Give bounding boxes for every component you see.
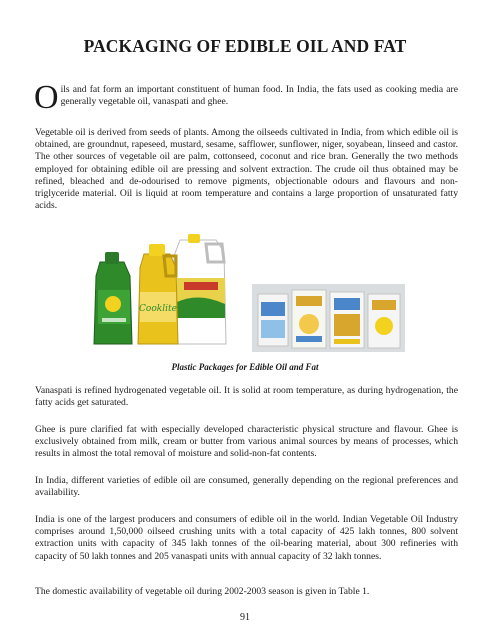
figure: [0, 232, 490, 352]
intro-paragraph: [34, 79, 458, 116]
paragraph-varieties: In India, different varieties of edible oil are consumed, generally depending on the regional preferences and availability.: [35, 475, 458, 499]
page-number: 91: [240, 612, 250, 623]
intro-text: ils and fat form an important constituent of human food. In India, the fats used as cooking media are generally vegetable oil, vanaspati and ghee.: [60, 84, 458, 108]
figure-caption: Plastic Packages for Edible Oil and Fat: [171, 362, 319, 372]
jerry-can-back: [174, 234, 226, 344]
page-title: PACKAGING OF EDIBLE OIL AND FAT: [83, 36, 407, 56]
paragraph-availability: The domestic availability of vegetable oil during 2002-2003 season is given in Table 1.: [35, 586, 370, 597]
pouch-1: [258, 294, 288, 346]
paragraph-industry: India is one of the largest producers and consumers of edible oil in the world. Indian Vegetable Oil Industry comprises around 1,50,000 oilseed crushing units with a total capacity of 425 lakh tonnes, 800 solvent extraction units with capacity of 345 lakh tonnes of the oil-bearing material, about 300 refineries with capacity of 50 lakh tonnes and 205 vanaspati units with annual capacity of 32 lakh tonnes.: [35, 514, 458, 562]
pouches-illustration: [252, 284, 405, 352]
pouch-2: [292, 290, 326, 348]
pouch-3: [330, 292, 364, 348]
fat-pouches-image: [252, 284, 405, 352]
drop-cap: O: [34, 79, 59, 116]
oil-bottle-front: [94, 252, 132, 344]
oil-bottles-illustration: [84, 232, 236, 350]
paragraph-vegetable-oil: Vegetable oil is derived from seeds of plants. Among the oilseeds cultivated in India, from which edible oil is obtained, are groundnut, rapeseed, mustard, sesame, safflower, sunflower, niger, soyabean, linseed and castor. The other sources of vegetable oil are palm, cottonseed, coconut and rice bran. Generally the two methods employed for obtaining edible oil are pressing and solvent extraction. The crude oil thus obtained may be refined, bleached and de-odourised to remove pigments, objectionable odours and flavours and non-triglyceride material. Oil is liquid at room temperature and contains a large proportion of unsaturated fatty acids.: [35, 127, 458, 212]
paragraph-ghee: Ghee is pure clarified fat with especially developed characteristic physical structure and flavour. Ghee is exclusively obtained from milk, cream or butter from various animal sources by means of processes, which results in almost the total removal of moisture and solid-non-fat contents.: [35, 424, 458, 460]
paragraph-vanaspati: Vanaspati is refined hydrogenated vegetable oil. It is solid at room temperature, as during hydrogenation, the fatty acids get saturated.: [35, 385, 458, 409]
oil-bottles-image: [84, 232, 236, 350]
bottle-label-text: Cooklite: [139, 304, 177, 314]
oil-bottle-middle: [138, 244, 178, 344]
pouch-4: [368, 294, 400, 348]
